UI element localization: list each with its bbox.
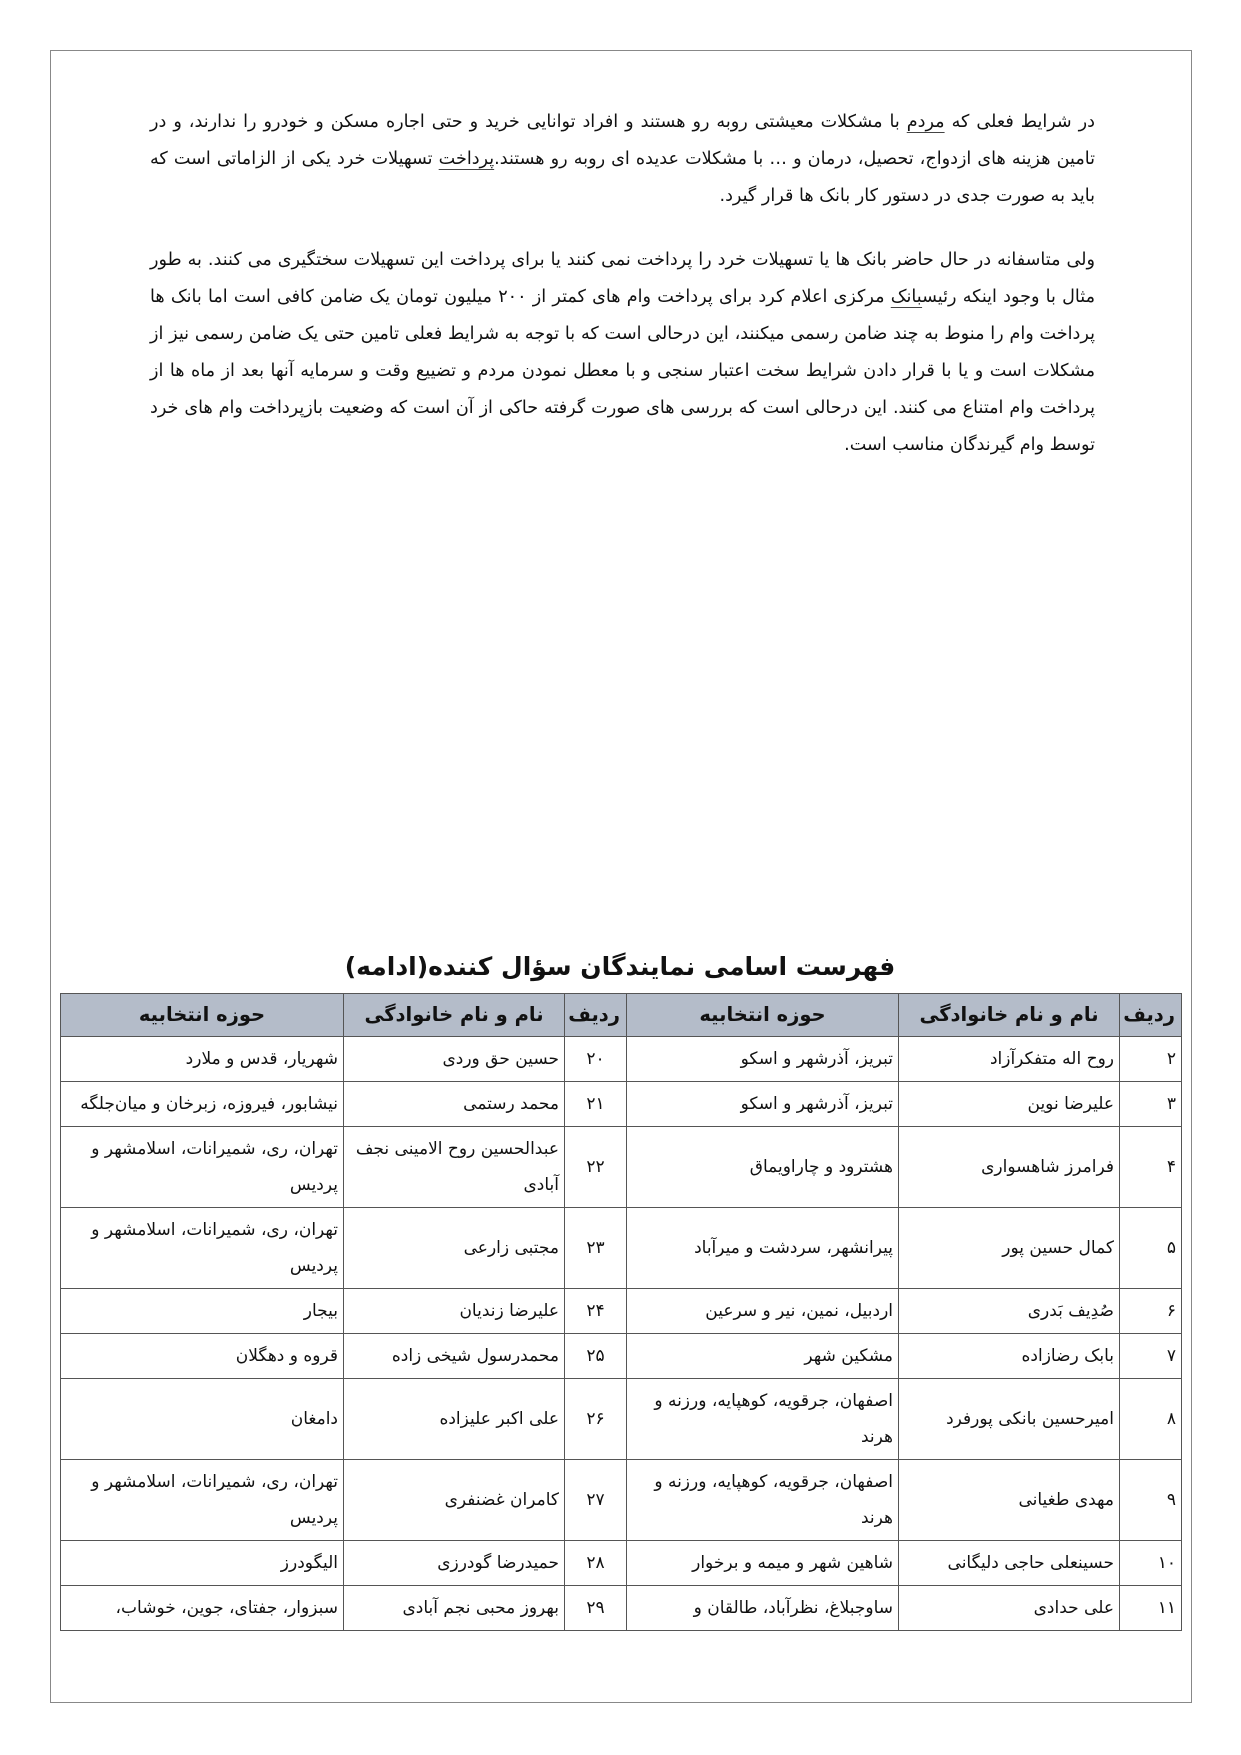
representative-name: علیرضا نوین [899, 1082, 1120, 1127]
row-number: ۲۸ [565, 1541, 627, 1586]
representative-name: حسین حق وردی [344, 1037, 565, 1082]
representative-name: عبدالحسین روح الامینی نجف آبادی [344, 1127, 565, 1208]
row-number: ۷ [1120, 1334, 1182, 1379]
representative-name: امیرحسین بانکی پورفرد [899, 1379, 1120, 1460]
row-number: ۲۳ [565, 1208, 627, 1289]
representative-name: حمیدرضا گودرزی [344, 1541, 565, 1586]
district: تهران، ری، شمیرانات، اسلامشهر و پردیس [61, 1208, 344, 1289]
representative-name: فرامرز شاهسواری [899, 1127, 1120, 1208]
representative-name: حسینعلی حاجی دلیگانی [899, 1541, 1120, 1586]
row-number: ۹ [1120, 1460, 1182, 1541]
spellcheck-word-mardom: مردم [906, 112, 945, 132]
district: اردبیل، نمین، نیر و سرعین [627, 1289, 899, 1334]
row-number: ۶ [1120, 1289, 1182, 1334]
representative-name: بابک رضازاده [899, 1334, 1120, 1379]
district: اصفهان، جرقویه، کوهپایه، ورزنه و هرند [627, 1460, 899, 1541]
district: شهریار، قدس و ملارد [61, 1037, 344, 1082]
spellcheck-word-bank: بانک [890, 287, 923, 307]
district: تهران، ری، شمیرانات، اسلامشهر و پردیس [61, 1127, 344, 1208]
row-number: ۲۰ [565, 1037, 627, 1082]
district: دامغان [61, 1379, 344, 1460]
header-name: نام و نام خانوادگی [899, 994, 1120, 1037]
text-segment: در شرایط فعلی که [944, 112, 1095, 132]
table-row [61, 1379, 1182, 1460]
table-row [61, 1334, 1182, 1379]
row-number: ۸ [1120, 1379, 1182, 1460]
representative-name: مجتبی زارعی [344, 1208, 565, 1289]
district: قروه و دهگلان [61, 1334, 344, 1379]
text-segment: تسهیلات خرد یکی از الزاماتی است که باید به صورت جدی در دستور کار بانک ها قرار گیرد. [150, 149, 1095, 206]
row-number: ۲ [1120, 1037, 1182, 1082]
district: ساوجبلاغ، نظرآباد، طالقان و [627, 1586, 899, 1631]
text-segment: با مشکلات معیشتی روبه رو هستند و افراد توانایی خرید و حتی اجاره مسکن و خودرو را ندارند، و در تامین هزینه های ازدواج، تحصیل، درمان و … با مشکلات عدیده ای روبه رو هستند. [150, 112, 1095, 169]
district: الیگودرز [61, 1541, 344, 1586]
representative-name: کمال حسین پور [899, 1208, 1120, 1289]
paragraph-living-conditions [150, 104, 1095, 215]
row-number: ۲۵ [565, 1334, 627, 1379]
representative-name: بهروز محبی نجم آبادی [344, 1586, 565, 1631]
row-number: ۱۱ [1120, 1586, 1182, 1631]
representative-name: علی اکبر علیزاده [344, 1379, 565, 1460]
representative-name: علی حدادی [899, 1586, 1120, 1631]
header-district: حوزه انتخابیه [61, 994, 344, 1037]
table-row [61, 1082, 1182, 1127]
table-row [61, 1541, 1182, 1586]
table-header-row [61, 994, 1182, 1037]
row-number: ۲۲ [565, 1127, 627, 1208]
district: پیرانشهر، سردشت و میرآباد [627, 1208, 899, 1289]
header-district: حوزه انتخابیه [627, 994, 899, 1037]
header-name: نام و نام خانوادگی [344, 994, 565, 1037]
row-number: ۳ [1120, 1082, 1182, 1127]
representative-name: صُدِیف بَدری [899, 1289, 1120, 1334]
table-row [61, 1586, 1182, 1631]
representatives-table [60, 993, 1182, 1631]
row-number: ۲۹ [565, 1586, 627, 1631]
representative-name: کامران غضنفری [344, 1460, 565, 1541]
district: هشترود و چاراویماق [627, 1127, 899, 1208]
table-row [61, 1289, 1182, 1334]
representative-name: محمدرسول شیخی زاده [344, 1334, 565, 1379]
table-row [61, 1460, 1182, 1541]
header-index: ردیف [565, 994, 627, 1037]
district: تبریز، آذرشهر و اسکو [627, 1082, 899, 1127]
table-title: فهرست اسامی نمایندگان سؤال کننده(ادامه) [344, 952, 896, 981]
district: نیشابور، فیروزه، زبرخان و میان‌جلگه [61, 1082, 344, 1127]
text-segment: ولی متاسفانه در حال حاضر بانک ها یا تسهیلات خرد را پرداخت نمی کنند یا برای پرداخت این تسهیلات سختگیری می کنند. به طور مثال با وجود اینکه رئیس [150, 250, 1096, 307]
table-row [61, 1127, 1182, 1208]
table-row [61, 1208, 1182, 1289]
spellcheck-word-pardakht: پرداخت [438, 149, 495, 169]
row-number: ۲۴ [565, 1289, 627, 1334]
table-row [61, 1037, 1182, 1082]
district: شاهین شهر و میمه و برخوار [627, 1541, 899, 1586]
district: سبزوار، جفتای، جوین، خوشاب، [61, 1586, 344, 1631]
representative-name: محمد رستمی [344, 1082, 565, 1127]
representative-name: روح اله متفکرآزاد [899, 1037, 1120, 1082]
paragraph-bank-loans [150, 242, 1095, 464]
district: بیجار [61, 1289, 344, 1334]
row-number: ۴ [1120, 1127, 1182, 1208]
district: اصفهان، جرقویه، کوهپایه، ورزنه و هرند [627, 1379, 899, 1460]
row-number: ۲۷ [565, 1460, 627, 1541]
text-segment: مرکزی اعلام کرد برای پرداخت وام های کمتر از ۲۰۰ میلیون تومان یک ضامن کافی است اما بانک ها پرداخت وام را منوط به چند ضامن رسمی میکنند، این درحالی است که با توجه به شرایط فعلی تامین حتی یک ضامن رسمی نیز از مشکلات است و یا با قرار دادن شرایط سخت اعتبار سنجی و با معطل نمودن مردم و تضییع وقت و سرمایه آنها بعد از ماه ها از پرداخت وام امتناع می کنند. این درحالی است که بررسی های صورت گرفته حاکی از آن است که وضعیت بازپرداخت وام های خرد توسط وام گیرندگان مناسب است. [150, 287, 1095, 455]
row-number: ۲۶ [565, 1379, 627, 1460]
district: تبریز، آذرشهر و اسکو [627, 1037, 899, 1082]
header-index: ردیف [1120, 994, 1182, 1037]
district: مشکین شهر [627, 1334, 899, 1379]
row-number: ۵ [1120, 1208, 1182, 1289]
row-number: ۲۱ [565, 1082, 627, 1127]
district: تهران، ری، شمیرانات، اسلامشهر و پردیس [61, 1460, 344, 1541]
row-number: ۱۰ [1120, 1541, 1182, 1586]
representative-name: مهدی طغیانی [899, 1460, 1120, 1541]
representative-name: علیرضا زندیان [344, 1289, 565, 1334]
